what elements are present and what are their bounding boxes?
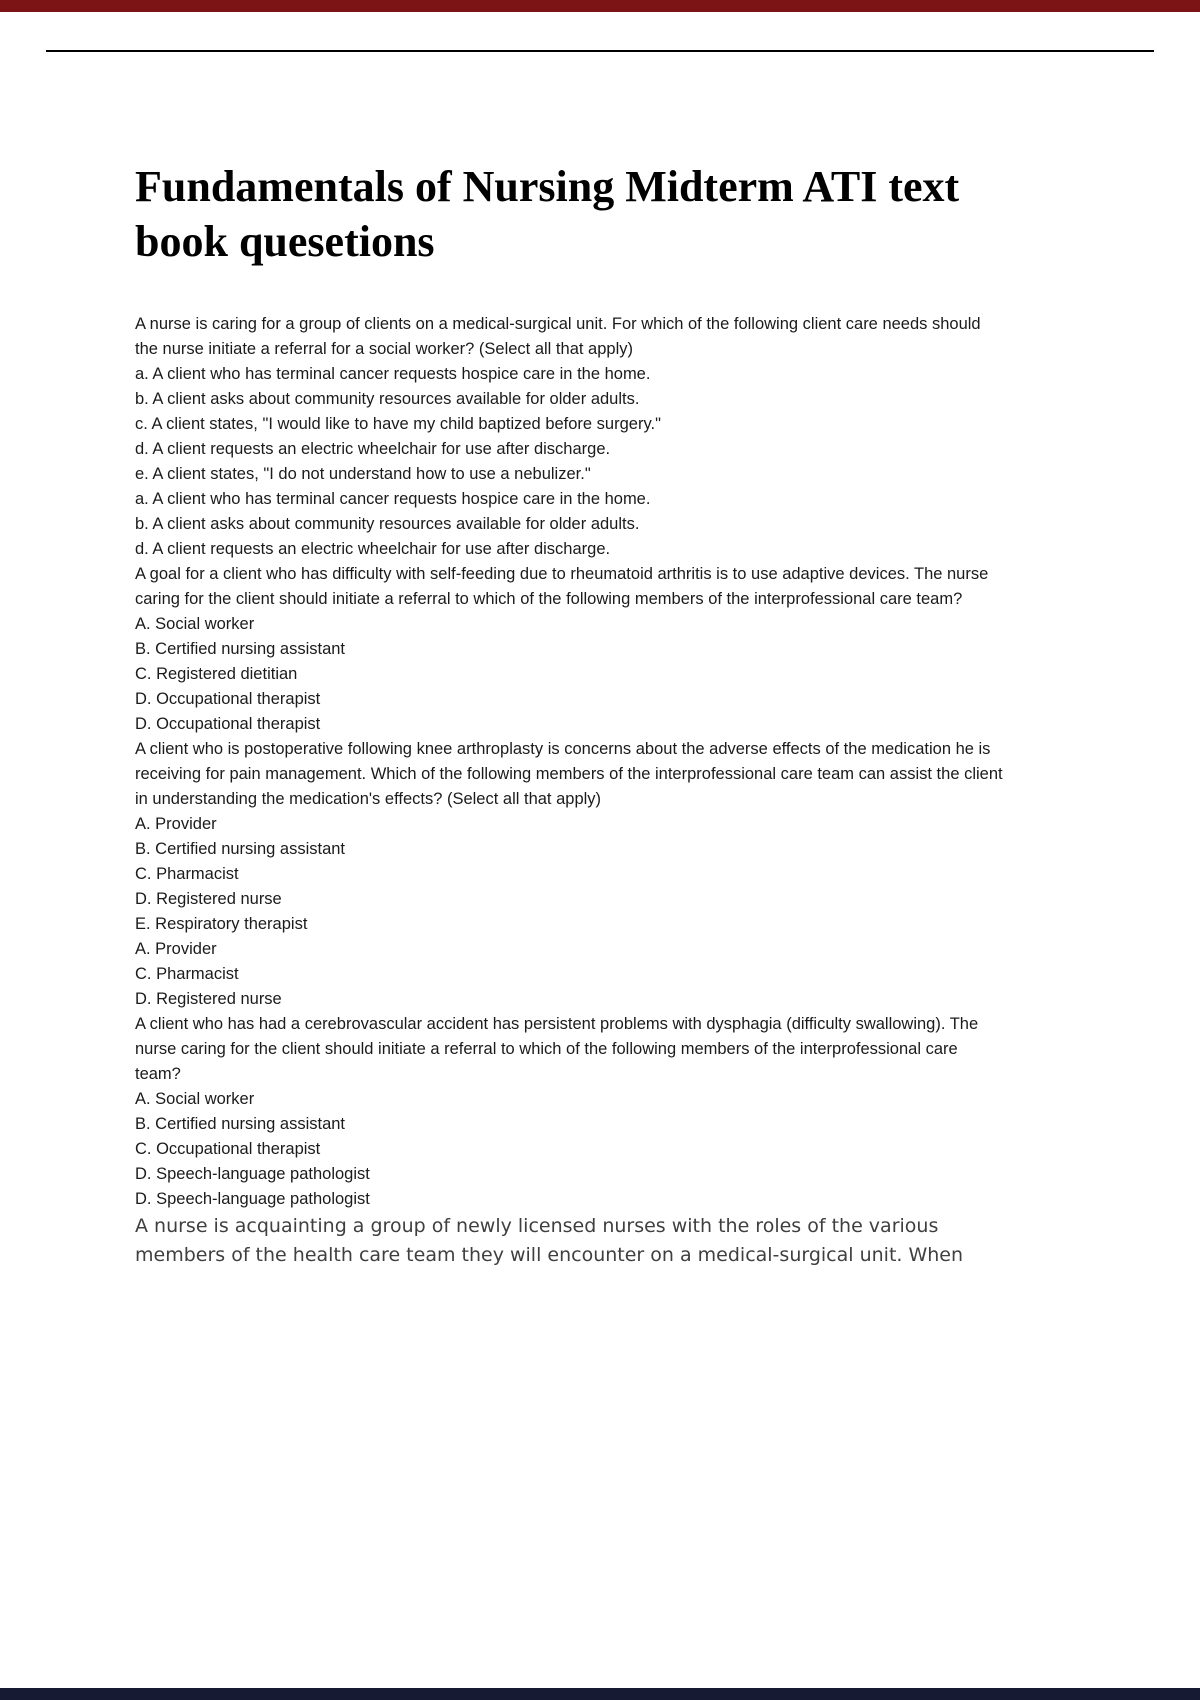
answer-text: D. Registered nurse: [135, 990, 282, 1008]
option-text: B. Certified nursing assistant: [135, 1115, 346, 1133]
answer-text: D. Speech-language pathologist: [135, 1190, 370, 1208]
option-text: c. A client states, "I would like to have my child baptized before surgery.": [135, 415, 661, 433]
option-text: A. Provider: [135, 815, 217, 833]
question-text: A nurse is caring for a group of clients on a medical-surgical unit. For which of the following client care needs should the nurse initiate a referral for a social worker? (Select all that apply): [135, 315, 981, 358]
answer-text: b. A client asks about community resources available for older adults.: [135, 515, 640, 533]
top-accent-bar: [0, 0, 1200, 12]
header-rule: [46, 50, 1154, 52]
answer-text: d. A client requests an electric wheelchair for use after discharge.: [135, 540, 611, 558]
option-text: B. Certified nursing assistant: [135, 640, 346, 658]
option-text: e. A client states, "I do not understand how to use a nebulizer.": [135, 465, 591, 483]
option-text: B. Certified nursing assistant: [135, 840, 346, 858]
bottom-accent-bar: [0, 1688, 1200, 1700]
answer-text: A. Provider: [135, 940, 217, 958]
question-text: A client who is postoperative following knee arthroplasty is concerns about the adverse effects of the medication he is receiving for pain management. Which of the following members of the interprofessional care team can assist the client in understanding the medication's effects? (Select all that apply): [135, 740, 1003, 808]
option-text: D. Occupational therapist: [135, 690, 321, 708]
option-text: E. Respiratory therapist: [135, 915, 308, 933]
closing-text: A nurse is acquainting a group of newly licensed nurses with the roles of the various members of the health care team they will encounter on a medical-surgical unit. When: [135, 1215, 964, 1266]
option-text: D. Registered nurse: [135, 890, 282, 908]
answer-text: C. Pharmacist: [135, 965, 239, 983]
option-text: d. A client requests an electric wheelchair for use after discharge.: [135, 440, 611, 458]
page-title: [135, 159, 1095, 269]
document-body: [135, 312, 1003, 1270]
option-text: A. Social worker: [135, 615, 255, 633]
page-title-line: book quesetions: [135, 217, 435, 267]
option-text: A. Social worker: [135, 1090, 255, 1108]
question-text: A goal for a client who has difficulty with self-feeding due to rheumatoid arthritis is to use adaptive devices. The nurse caring for the client should initiate a referral to which of the following members of the interprofessional care team?: [135, 565, 989, 608]
answer-text: D. Occupational therapist: [135, 715, 321, 733]
page-title-line: Fundamentals of Nursing Midterm ATI text: [135, 162, 960, 212]
answer-text: a. A client who has terminal cancer requests hospice care in the home.: [135, 490, 651, 508]
option-text: C. Pharmacist: [135, 865, 239, 883]
option-text: b. A client asks about community resources available for older adults.: [135, 390, 640, 408]
option-text: C. Occupational therapist: [135, 1140, 321, 1158]
question-text: A client who has had a cerebrovascular accident has persistent problems with dysphagia (difficulty swallowing). The nurse caring for the client should initiate a referral to which of the following members of the interprofessional care team?: [135, 1015, 979, 1083]
option-text: a. A client who has terminal cancer requests hospice care in the home.: [135, 365, 651, 383]
option-text: D. Speech-language pathologist: [135, 1165, 370, 1183]
option-text: C. Registered dietitian: [135, 665, 298, 683]
